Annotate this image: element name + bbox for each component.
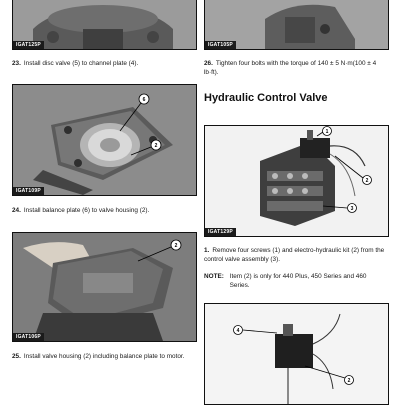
callout-2: 2 [154, 143, 158, 149]
control-valve-illustration [205, 126, 388, 236]
figure-electro-hydraulic-kit-photo [204, 303, 389, 405]
figure-tag: IGAT125P [13, 41, 44, 49]
callout-6: 6 [142, 97, 146, 103]
figure-disc-valve-photo [12, 0, 197, 50]
note-label: NOTE: [204, 273, 224, 280]
figure-tag: IGAT105P [205, 41, 236, 49]
section-title: Hydraulic Control Valve [204, 92, 328, 104]
step-text: Remove four screws (1) and electro-hydraulic kit (2) from the control valve assembly (3). [204, 247, 385, 263]
figure-tag: IGAT106P [13, 333, 44, 341]
figure-tag: IGAT109P [13, 187, 44, 195]
step-text: Tighten four bolts with the torque of 140 ± 5 N·m(100 ± 4 lb·ft). [204, 60, 377, 76]
figure-tag: IGAT129P [205, 228, 236, 236]
step-23 [12, 59, 202, 68]
step-number: 23. [12, 60, 21, 67]
note-text: Item (2) is only for 440 Plus, 450 Series and 460 Series. [229, 273, 367, 289]
step-number: 25. [12, 353, 21, 360]
step-number: 26. [204, 60, 213, 67]
step-text: Install valve housing (2) including balance plate to motor. [23, 353, 185, 360]
callout-1: 1 [325, 129, 329, 135]
callout-2: 2 [365, 178, 369, 184]
step-1 [204, 246, 388, 264]
step-text: Install balance plate (6) to valve housing (2). [23, 207, 150, 214]
figure-balance-plate-photo [12, 84, 197, 196]
balance-plate-illustration [13, 85, 196, 195]
step-number: 1. [204, 247, 210, 254]
figure-valve-housing-photo [12, 232, 197, 342]
step-text: Install disc valve (5) to channel plate (4). [23, 60, 139, 67]
figure-control-valve-photo [204, 125, 389, 237]
valve-housing-illustration [13, 233, 196, 341]
callout-2: 2 [174, 243, 178, 249]
callout-3: 3 [350, 206, 354, 212]
figure-bolt-torque-photo [204, 0, 389, 50]
step-number: 24. [12, 207, 21, 214]
callout-4: 4 [236, 328, 240, 334]
note [204, 272, 388, 290]
step-26 [204, 59, 388, 77]
step-24 [12, 206, 202, 215]
callout-2: 2 [347, 378, 351, 384]
step-25 [12, 352, 196, 361]
electro-hydraulic-kit-illustration [205, 304, 388, 404]
